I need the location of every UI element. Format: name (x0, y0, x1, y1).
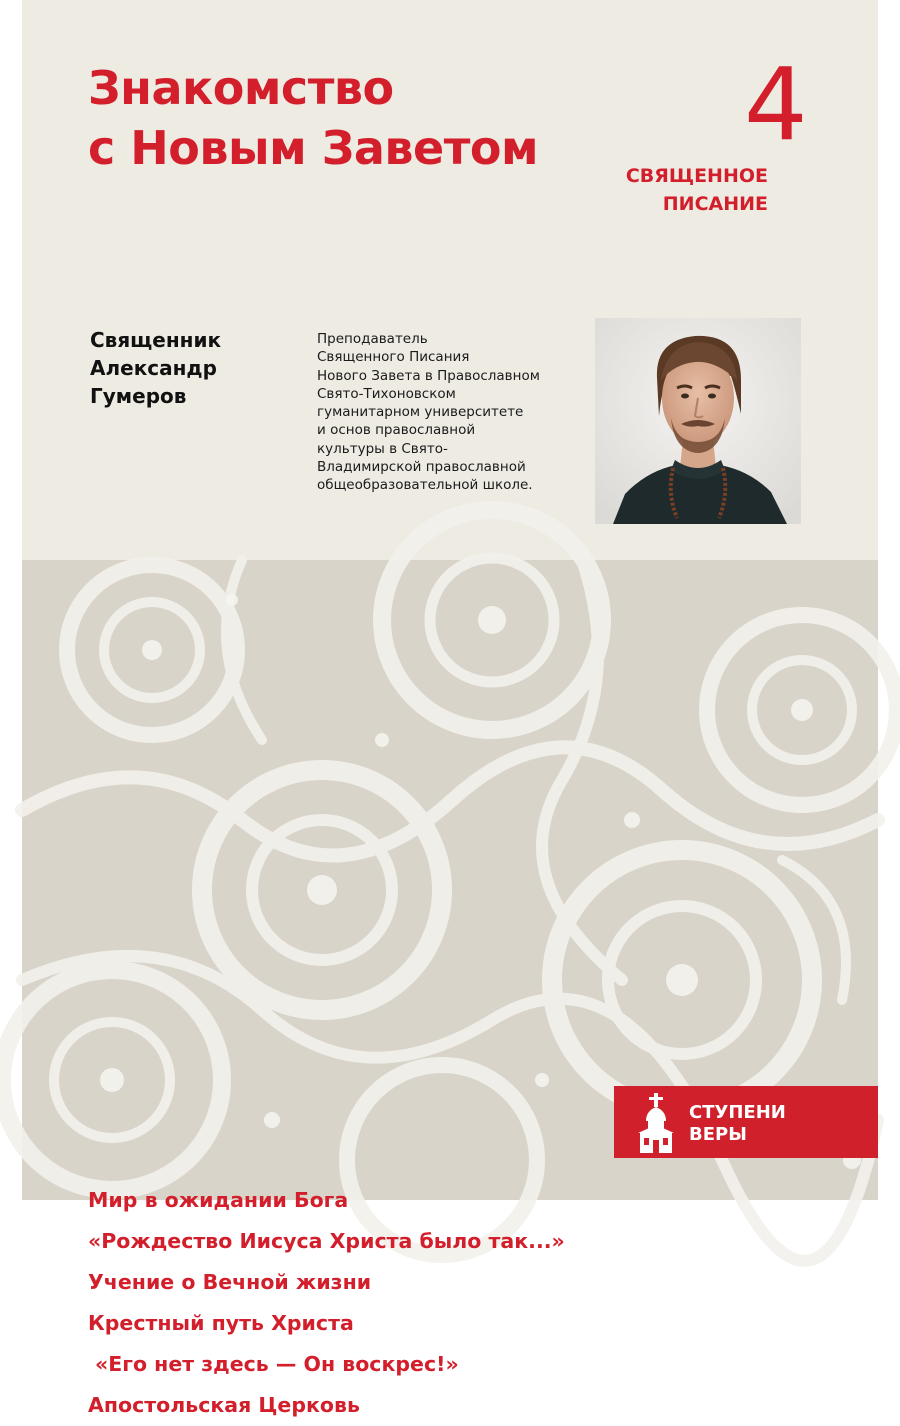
author-bio-line: гуманитарном университете (317, 404, 524, 421)
author-bio-line: культуры в Свято- (317, 440, 448, 457)
book-cover (22, 0, 878, 1417)
chapter-item: «Рождество Иисуса Христа было так...» (88, 1229, 565, 1253)
author-name-line-1: Священник (90, 328, 222, 352)
book-title (88, 58, 538, 178)
author-bio-line: общеобразовательной школе. (317, 477, 533, 494)
publisher-name-line-1: СТУПЕНИ (689, 1102, 786, 1123)
author-bio-line: Нового Завета в Православном (317, 367, 540, 384)
series-label-line-1: СВЯЩЕННОЕ (625, 165, 768, 187)
chapter-item: «Его нет здесь — Он воскрес!» (95, 1352, 459, 1376)
author-bio-line: Преподаватель (317, 331, 428, 347)
cover-upper-panel (22, 0, 878, 560)
book-title-line-1: Знакомство (88, 61, 394, 115)
author-bio (317, 330, 577, 495)
author-name-line-2: Александр (90, 356, 217, 380)
author-name (90, 326, 221, 410)
author-name-line-3: Гумеров (90, 384, 187, 408)
chapter-item: Крестный путь Христа (88, 1311, 354, 1335)
chapter-list (88, 1180, 565, 1426)
chapter-item: Апостольская Церковь (88, 1393, 360, 1417)
author-portrait (595, 318, 801, 524)
series-label (582, 162, 768, 218)
author-bio-line: Священного Писания (317, 349, 470, 366)
author-bio-line: и основ православной (317, 422, 476, 439)
publisher-logo (614, 1086, 878, 1158)
volume-number: 4 (744, 46, 808, 163)
church-icon (632, 1093, 680, 1153)
author-portrait-image (595, 318, 801, 524)
chapter-item: Учение о Вечной жизни (88, 1270, 372, 1294)
book-title-line-2: с Новым Заветом (88, 121, 539, 175)
chapter-item: Мир в ожидании Бога (88, 1188, 349, 1212)
publisher-name (689, 1102, 786, 1146)
author-bio-line: Свято-Тихоновском (317, 385, 456, 402)
publisher-name-line-2: ВЕРЫ (689, 1124, 747, 1145)
author-bio-line: Владимирской православной (317, 459, 526, 476)
series-label-line-2: ПИСАНИЕ (662, 193, 768, 215)
